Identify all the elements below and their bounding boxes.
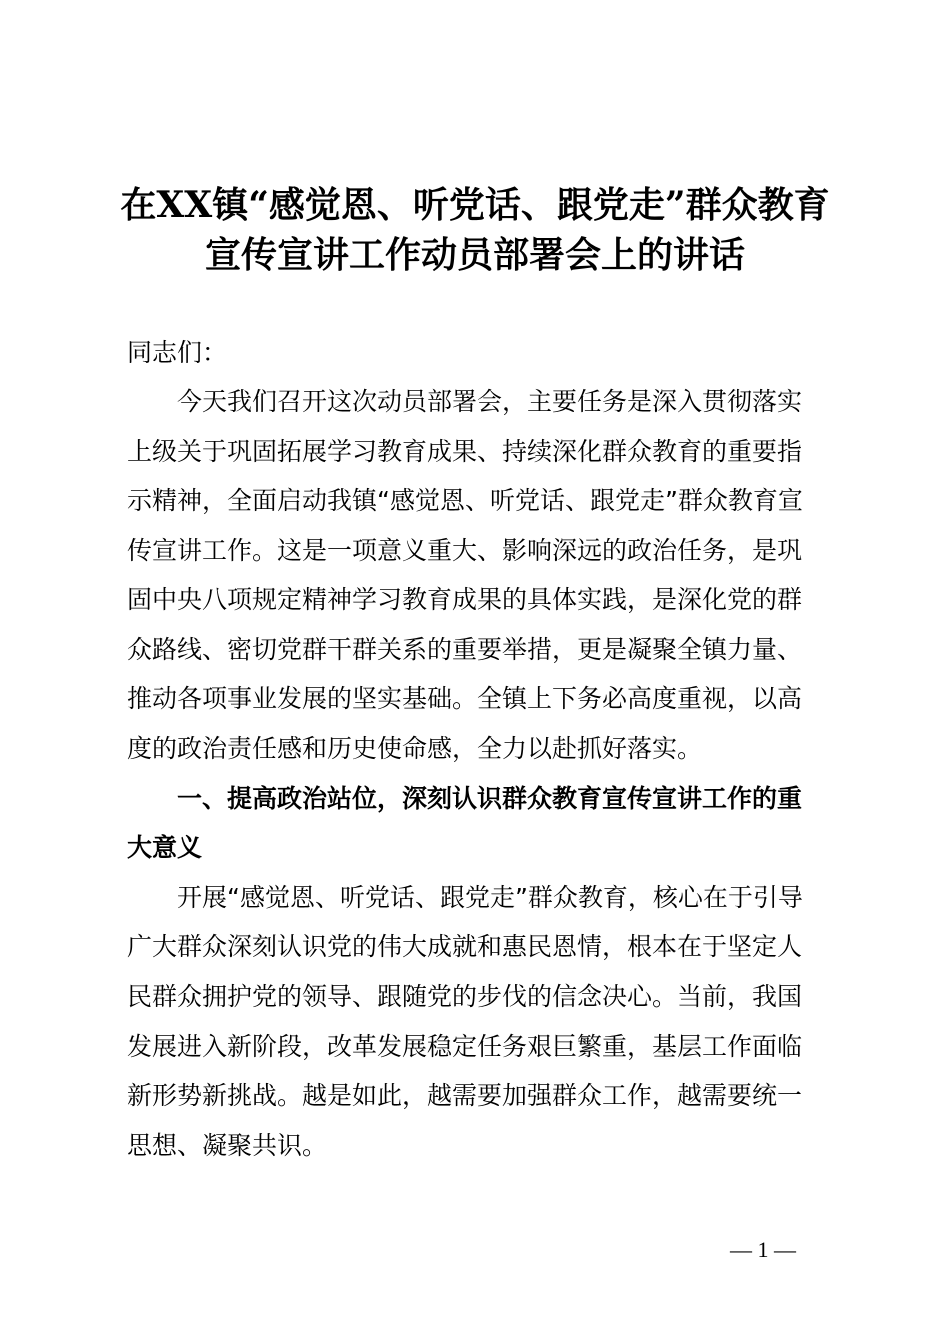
body-line: 固中央八项规定精神学习教育成果的具体实践，是深化党的群	[127, 585, 803, 614]
document-title-line-1: 在XX镇“感觉恩、听党话、跟党走”群众教育	[120, 184, 830, 226]
body-line: 传宣讲工作。这是一项意义重大、影响深远的政治任务，是巩	[127, 536, 803, 565]
body-line: 民群众拥护党的领导、跟随党的步伐的信念决心。当前，我国	[127, 982, 803, 1011]
page-number: — 1 —	[730, 1237, 796, 1262]
section-heading-line-2: 大意义	[127, 833, 203, 862]
body-line: 思想、凝聚共识。	[127, 1131, 328, 1160]
body-line: 开展“感觉恩、听党话、跟党走”群众教育，核心在于引导	[127, 883, 803, 912]
body-line: 上级关于巩固拓展学习教育成果、持续深化群众教育的重要指	[127, 437, 803, 466]
body-line: 示精神，全面启动我镇“感觉恩、听党话、跟党走”群众教育宣	[127, 486, 803, 515]
body-line: 众路线、密切党群干群关系的重要举措，更是凝聚全镇力量、	[127, 635, 803, 664]
body-line: 广大群众深刻认识党的伟大成就和惠民恩情，根本在于坚定人	[127, 932, 803, 961]
body-line: 新形势新挑战。越是如此，越需要加强群众工作，越需要统一	[127, 1081, 803, 1110]
section-heading-line-1: 一、提高政治站位，深刻认识群众教育宣传宣讲工作的重	[127, 784, 803, 813]
document-title-line-2: 宣传宣讲工作动员部署会上的讲话	[204, 234, 745, 276]
salutation: 同志们：	[127, 338, 228, 367]
body-line: 今天我们召开这次动员部署会，主要任务是深入贯彻落实	[127, 387, 803, 416]
body-line: 推动各项事业发展的坚实基础。全镇上下务必高度重视，以高	[127, 684, 803, 713]
body-line: 度的政治责任感和历史使命感，全力以赴抓好落实。	[127, 734, 703, 763]
body-line: 发展进入新阶段，改革发展稳定任务艰巨繁重，基层工作面临	[127, 1032, 803, 1061]
